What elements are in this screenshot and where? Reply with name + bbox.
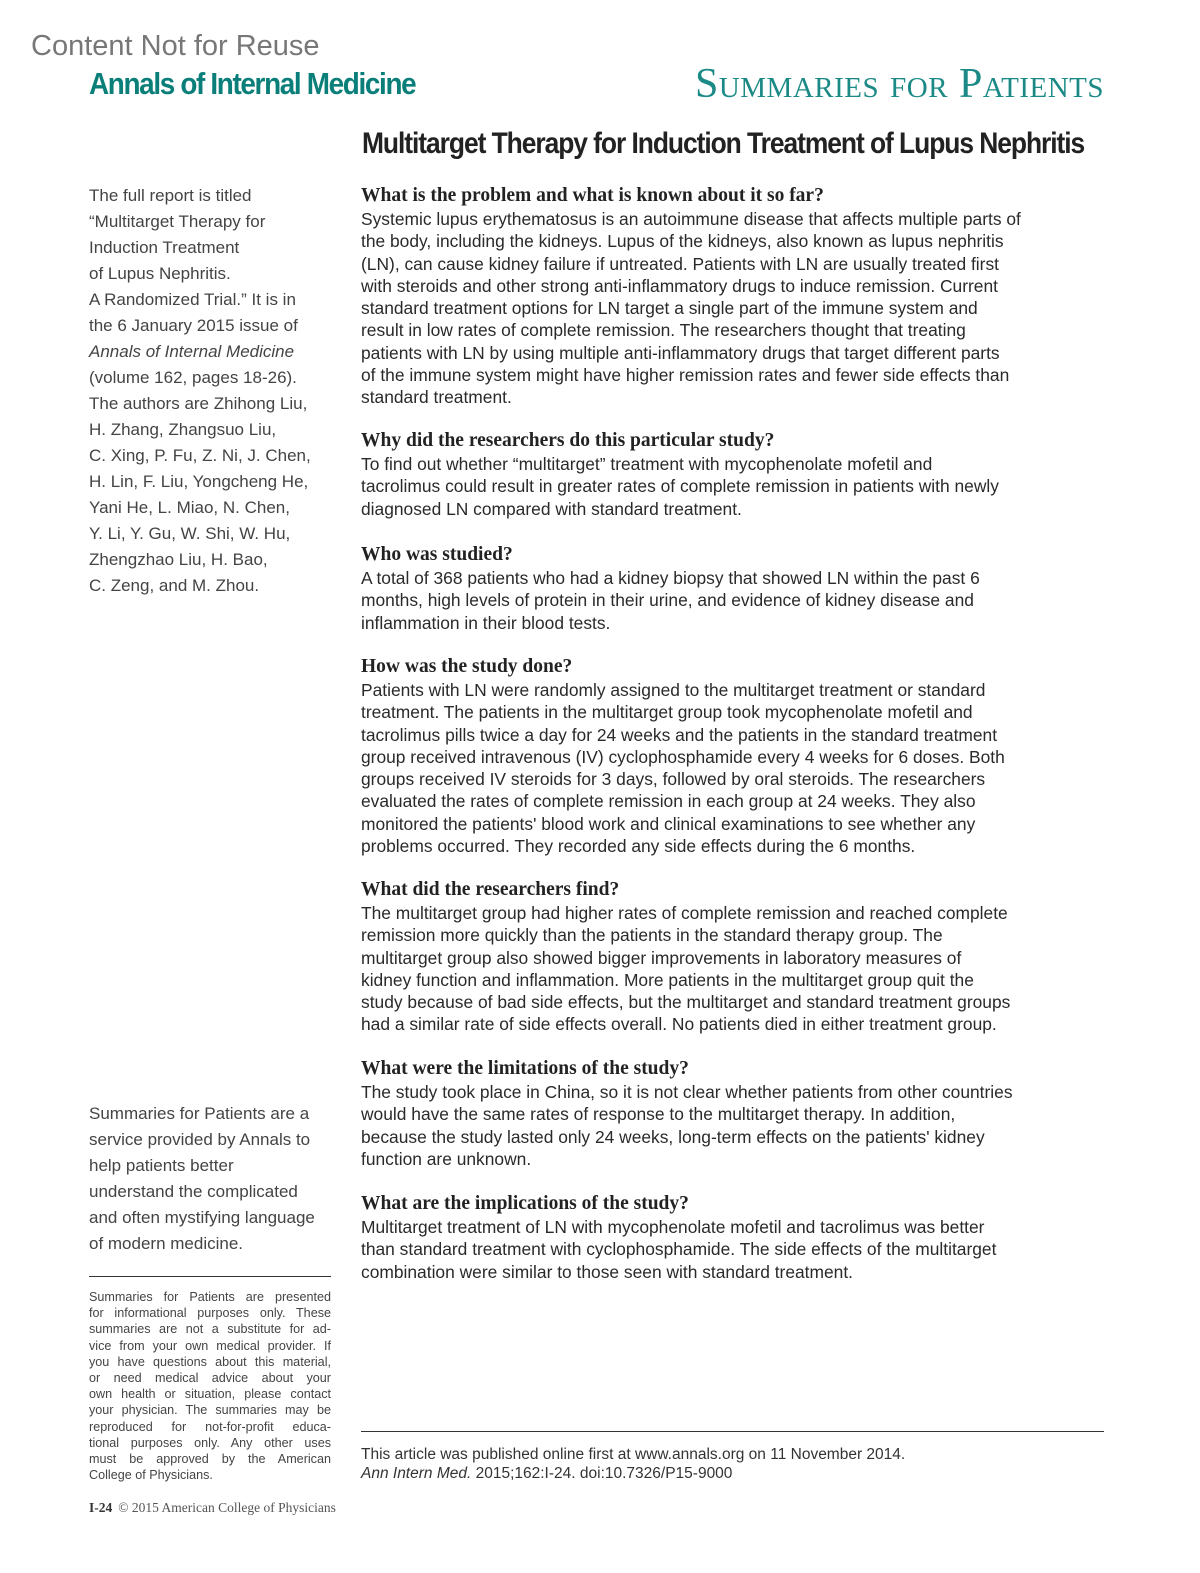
page-footer	[89, 1500, 336, 1516]
promo-line: and often mystifying language	[89, 1208, 315, 1227]
body-line: Patients with LN were randomly assigned to the multitarget treatment or standard	[361, 680, 986, 700]
citation-line: “Multitarget Therapy for	[89, 212, 266, 231]
body-line: result in low rates of complete remission. The researchers thought that treating	[361, 320, 966, 341]
body-line: standard treatment.	[361, 387, 512, 408]
page-number: I-24	[89, 1500, 113, 1515]
citation-line: Induction Treatment	[89, 238, 240, 257]
body-line: problems occurred. They recorded any side effects during the 6 months.	[361, 836, 916, 857]
section-heading: What did the researchers find?	[361, 879, 620, 900]
body-line: groups received IV steroids for 3 days, followed by oral steroids. The researchers	[361, 769, 986, 790]
disclaimer-line: or need medical advice about your	[89, 1371, 331, 1386]
journal-logo: Annals of Internal Medicine	[89, 66, 416, 101]
body-line: The multitarget group had higher rates of complete remission and reached complete	[361, 903, 1008, 923]
promo-line: service provided by Annals to	[89, 1130, 311, 1149]
summary-section	[361, 878, 1106, 1036]
body-line: would have the same rates of response to the multitarget therapy. In addition,	[361, 1104, 956, 1125]
citation-line: Y. Li, Y. Gu, W. Shi, W. Hu,	[89, 524, 291, 543]
section-heading: What were the limitations of the study?	[361, 1058, 689, 1079]
journal-abbrev: Ann Intern Med.	[361, 1464, 472, 1482]
citation-line: C. Zeng, and M. Zhou.	[89, 576, 260, 595]
disclaimer-line: College of Physicians.	[89, 1468, 213, 1483]
disclaimer-line: your physician. The summaries may be	[89, 1403, 331, 1418]
body-line: inflammation in their blood tests.	[361, 612, 611, 633]
body-line: function are unknown.	[361, 1148, 532, 1169]
promo-line: understand the complicated	[89, 1182, 298, 1201]
citation-line: Yani He, L. Miao, N. Chen,	[89, 498, 290, 517]
disclaimer-line: reproduced for not-for-profit educa-	[89, 1419, 331, 1434]
body-line: multitarget group also showed bigger improvements in laboratory measures of	[361, 947, 962, 968]
summary-section	[361, 655, 1106, 857]
section-title: Summaries for Patients	[694, 61, 1104, 107]
promo-line: help patients better	[89, 1156, 234, 1175]
body-line: Systemic lupus erythematosus is an autoimmune disease that affects multiple parts of	[361, 209, 1021, 229]
body-line: remission more quickly than the patients in the standard therapy group. The	[361, 925, 943, 946]
body-line: tacrolimus pills twice a day for 24 weeks and the patients in the standard treatment	[361, 724, 998, 745]
divider	[361, 1431, 1104, 1432]
section-heading: Why did the researchers do this particular study?	[361, 430, 775, 451]
summary-section	[361, 184, 1106, 409]
body-line: because the study lasted only 24 weeks, long-term effects on the patients' kidney	[361, 1126, 985, 1147]
disclaimer-line: Summaries for Patients are presented	[89, 1290, 331, 1304]
disclaimer-line: must be approved by the American	[89, 1452, 331, 1467]
section-heading: What is the problem and what is known about it so far?	[361, 185, 824, 206]
body-line: monitored the patients' blood work and clinical examinations to see whether any	[361, 813, 976, 834]
promo-line: of modern medicine.	[89, 1234, 244, 1253]
publication-note	[361, 1446, 905, 1483]
summary-section	[361, 429, 1106, 520]
copyright: © 2015 American College of Physicians	[118, 1500, 336, 1515]
disclaimer-line: you have questions about this material,	[89, 1354, 331, 1369]
divider	[89, 1276, 331, 1277]
disclaimer	[89, 1289, 331, 1483]
body-line: Multitarget treatment of LN with mycophenolate mofetil and tacrolimus was better	[361, 1217, 985, 1237]
body-line: with steroids and other strong anti-inflammatory drugs to induce remission. Current	[361, 275, 998, 296]
citation-line: H. Zhang, Zhangsuo Liu,	[89, 420, 277, 439]
body-line: group received intravenous (IV) cyclophosphamide every 4 weeks for 6 doses. Both	[361, 746, 1005, 767]
body-line: patients with LN by using multiple anti-inflammatory drugs that target different parts	[361, 342, 1000, 363]
citation-line: C. Xing, P. Fu, Z. Ni, J. Chen,	[89, 446, 311, 465]
citation-line: The full report is titled	[89, 186, 252, 205]
body-line: the body, including the kidneys. Lupus of the kidneys, also known as lupus nephritis	[361, 231, 1004, 252]
citation-line: (volume 162, pages 18-26).	[89, 368, 297, 387]
body-line: tacrolimus could result in greater rates of complete remission in patients with newly	[361, 476, 999, 497]
body-line: months, high levels of protein in their urine, and evidence of kidney disease and	[361, 590, 974, 611]
promo-line: Summaries for Patients are a	[89, 1104, 310, 1123]
body-line: A total of 368 patients who had a kidney biopsy that showed LN within the past 6	[361, 568, 980, 588]
body-line: The study took place in China, so it is not clear whether patients from other countries	[361, 1082, 1013, 1102]
citation-line: Annals of Internal Medicine	[89, 342, 295, 361]
citation-doi: 2015;162:I-24. doi:10.7326/P15-9000	[471, 1464, 733, 1482]
article-title: Multitarget Therapy for Induction Treatment of Lupus Nephritis	[362, 127, 1085, 160]
citation-line: Zhengzhao Liu, H. Bao,	[89, 550, 268, 569]
summary-section	[361, 543, 1106, 634]
online-first-note: This article was published online first at www.annals.org on 11 November 2014.	[361, 1446, 906, 1463]
body-line: kidney function and inflammation. More patients in the multitarget group quit the	[361, 969, 974, 990]
citation-line: the 6 January 2015 issue of	[89, 316, 298, 335]
body-line: of the immune system might have higher remission rates and fewer side effects than	[361, 365, 1010, 386]
disclaimer-line: own health or situation, please contact	[89, 1387, 331, 1402]
section-heading: What are the implications of the study?	[361, 1193, 689, 1214]
disclaimer-line: vice from your own medical provider. If	[89, 1338, 331, 1353]
disclaimer-line: for informational purposes only. These	[89, 1306, 331, 1321]
citation-line: H. Lin, F. Liu, Yongcheng He,	[89, 472, 309, 491]
section-heading: How was the study done?	[361, 656, 573, 677]
body-line: evaluated the rates of complete remission in each group at 24 weeks. They also	[361, 791, 976, 812]
body-line: treatment. The patients in the multitarget group took mycophenolate mofetil and	[361, 702, 973, 723]
body-line: standard treatment options for LN target a single part of the immune system and	[361, 298, 978, 319]
summary-section	[361, 1057, 1106, 1170]
citation-line: of Lupus Nephritis.	[89, 264, 231, 283]
citation-sidebar	[89, 183, 311, 599]
citation-line: A Randomized Trial.” It is in	[89, 290, 296, 309]
body-line: combination were similar to those seen with standard treatment.	[361, 1261, 854, 1282]
body-line: To find out whether “multitarget” treatment with mycophenolate mofetil and	[361, 454, 933, 474]
disclaimer-line: summaries are not a substitute for ad-	[89, 1322, 331, 1337]
promo-sidebar	[89, 1101, 315, 1257]
body-line: than standard treatment with cyclophosphamide. The side effects of the multitarget	[361, 1239, 997, 1260]
body-line: diagnosed LN compared with standard treatment.	[361, 498, 742, 519]
body-line: (LN), can cause kidney failure if untreated. Patients with LN are usually treated first	[361, 253, 999, 274]
summary-section	[361, 1192, 1106, 1283]
reuse-notice: Content Not for Reuse	[31, 30, 320, 62]
body-line: study because of bad side effects, but the multitarget and standard treatment groups	[361, 992, 1011, 1013]
body-line: had a similar rate of side effects overall. No patients died in either treatment group.	[361, 1014, 997, 1035]
section-heading: Who was studied?	[361, 544, 513, 565]
citation-line: The authors are Zhihong Liu,	[89, 394, 308, 413]
disclaimer-line: tional purposes only. Any other uses	[89, 1435, 331, 1450]
